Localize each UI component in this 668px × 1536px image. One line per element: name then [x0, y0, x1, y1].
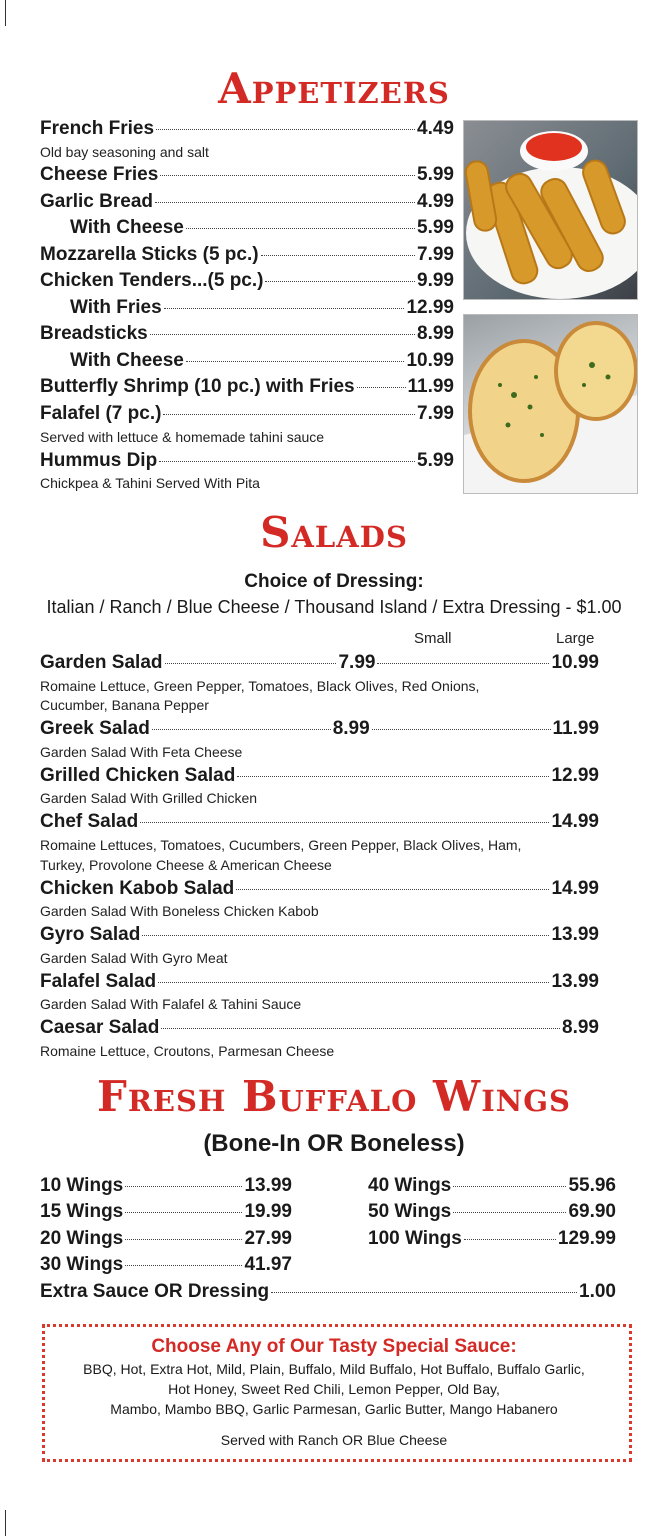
- column-large: Large: [556, 630, 595, 647]
- item-price-large: 11.99: [552, 718, 600, 739]
- menu-item: [40, 323, 454, 347]
- item-name: Gyro Salad: [40, 924, 141, 945]
- leader-dots: [161, 1028, 560, 1029]
- item-price: 19.99: [244, 1201, 292, 1222]
- item-name: Falafel Salad: [40, 971, 157, 992]
- item-description: Turkey, Provolone Cheese & American Cheese: [40, 857, 332, 873]
- item-name: 100 Wings: [368, 1228, 462, 1249]
- menu-item: [40, 1228, 292, 1252]
- item-name: Caesar Salad: [40, 1017, 160, 1038]
- menu-item: [70, 350, 454, 374]
- item-name: 50 Wings: [368, 1201, 452, 1222]
- item-price: 129.99: [557, 1228, 616, 1249]
- menu-item: [40, 1281, 616, 1305]
- item-name: Chef Salad: [40, 811, 139, 832]
- menu-item: [40, 191, 454, 215]
- menu-item: [40, 118, 454, 142]
- leader-dots: [357, 387, 406, 388]
- leader-dots: [372, 729, 551, 730]
- item-name: Greek Salad: [40, 718, 150, 739]
- item-price: 27.99: [244, 1228, 292, 1249]
- item-price: 13.99: [244, 1175, 292, 1196]
- menu-item: [40, 1201, 292, 1225]
- item-description: Garden Salad With Gyro Meat: [40, 950, 228, 966]
- item-name: Falafel (7 pc.): [40, 403, 162, 424]
- leader-dots: [236, 889, 549, 890]
- wings-subtitle: (Bone-In OR Boneless): [203, 1130, 465, 1157]
- item-price: 13.99: [551, 924, 599, 945]
- leader-dots: [125, 1212, 242, 1213]
- item-price: 12.99: [551, 765, 599, 786]
- item-description: Old bay seasoning and salt: [40, 144, 209, 160]
- item-price: 11.99: [407, 376, 454, 397]
- item-name: With Cheese: [70, 217, 184, 238]
- menu-item: [70, 217, 454, 241]
- leader-dots: [159, 461, 415, 462]
- menu-item: [40, 652, 599, 676]
- item-price: 5.99: [417, 164, 454, 185]
- leader-dots: [155, 202, 415, 203]
- leader-dots: [125, 1265, 242, 1266]
- item-name: French Fries: [40, 118, 155, 139]
- item-price: 5.99: [417, 217, 454, 238]
- item-description: Romaine Lettuce, Green Pepper, Tomatoes, Black Olives, Red Onions,: [40, 678, 480, 694]
- crop-mark-bottom: [5, 1510, 6, 1536]
- sauce-heading: Choose Any of Our Tasty Special Sauce:: [151, 1336, 517, 1357]
- leader-dots: [377, 663, 549, 664]
- menu-item: [40, 765, 599, 789]
- item-description: Garden Salad With Grilled Chicken: [40, 790, 258, 806]
- item-description: Served with lettuce & homemade tahini sauce: [40, 429, 325, 445]
- item-description: Garden Salad With Falafel & Tahini Sauce: [40, 996, 302, 1012]
- wings-title: Fresh Buffalo Wings: [97, 1072, 571, 1121]
- menu-item: [40, 403, 454, 427]
- served-with: Served with Ranch OR Blue Cheese: [220, 1432, 448, 1448]
- menu-item: [40, 270, 454, 294]
- menu-item: [40, 1017, 599, 1041]
- item-price: 5.99: [417, 450, 454, 471]
- leader-dots: [261, 255, 415, 256]
- item-price: 69.90: [568, 1201, 616, 1222]
- item-name: Extra Sauce OR Dressing: [40, 1281, 270, 1302]
- item-price: 7.99: [417, 403, 454, 424]
- leader-dots: [150, 334, 415, 335]
- leader-dots: [140, 822, 549, 823]
- item-description: Garden Salad With Feta Cheese: [40, 744, 243, 760]
- item-price: 1.00: [579, 1281, 616, 1302]
- sauce-list-line: Hot Honey, Sweet Red Chili, Lemon Pepper, Old Bay,: [168, 1381, 500, 1397]
- menu-item: [368, 1175, 616, 1199]
- menu-item: [368, 1201, 616, 1225]
- menu-item: [40, 718, 599, 742]
- item-name: 30 Wings: [40, 1254, 124, 1275]
- column-small: Small: [414, 630, 452, 647]
- menu-item: [40, 971, 599, 995]
- item-description: Garden Salad With Boneless Chicken Kabob: [40, 903, 319, 919]
- menu-item: [70, 297, 454, 321]
- item-name: Chicken Tenders...(5 pc.): [40, 270, 264, 291]
- leader-dots: [164, 308, 405, 309]
- leader-dots: [125, 1239, 242, 1240]
- mozzarella-sticks-image: [464, 121, 637, 299]
- item-price: 14.99: [551, 878, 599, 899]
- leader-dots: [163, 414, 415, 415]
- item-price: 41.97: [244, 1254, 292, 1275]
- menu-item: [40, 811, 599, 835]
- menu-item: [40, 164, 454, 188]
- dressing-heading: Choice of Dressing:: [244, 571, 424, 592]
- menu-item: [40, 244, 454, 268]
- leader-dots: [156, 129, 415, 130]
- item-name: Butterfly Shrimp (10 pc.) with Fries: [40, 376, 355, 397]
- menu-item: [368, 1228, 616, 1252]
- leader-dots: [142, 935, 549, 936]
- leader-dots: [271, 1292, 577, 1293]
- mozzarella-sticks-photo: [463, 120, 638, 300]
- item-name: 40 Wings: [368, 1175, 452, 1196]
- garlic-bread-photo: [463, 314, 638, 494]
- item-name: With Cheese: [70, 350, 184, 371]
- item-name: Cheese Fries: [40, 164, 159, 185]
- leader-dots: [186, 361, 405, 362]
- leader-dots: [186, 228, 415, 229]
- leader-dots: [165, 663, 337, 664]
- item-price: 10.99: [406, 350, 454, 371]
- item-price: 55.96: [568, 1175, 616, 1196]
- menu-item: [40, 924, 599, 948]
- item-price: 8.99: [417, 323, 454, 344]
- item-price: 13.99: [551, 971, 599, 992]
- item-price: 7.99: [417, 244, 454, 265]
- item-price-small: 8.99: [332, 718, 370, 739]
- leader-dots: [237, 776, 549, 777]
- menu-item: [40, 878, 599, 902]
- dressing-list: Italian / Ranch / Blue Cheese / Thousand Island / Extra Dressing - $1.00: [46, 597, 622, 617]
- item-price: 14.99: [551, 811, 599, 832]
- leader-dots: [464, 1239, 556, 1240]
- garlic-bread-image: [464, 315, 637, 493]
- item-name: Breadsticks: [40, 323, 148, 344]
- sauce-list-line: Mambo, Mambo BBQ, Garlic Parmesan, Garlic Butter, Mango Habanero: [110, 1401, 558, 1417]
- item-name: Hummus Dip: [40, 450, 158, 471]
- item-name: Grilled Chicken Salad: [40, 765, 236, 786]
- item-name: Garlic Bread: [40, 191, 153, 212]
- item-price-large: 10.99: [551, 652, 599, 673]
- item-description: Cucumber, Banana Pepper: [40, 697, 209, 713]
- item-price: 4.99: [417, 191, 454, 212]
- item-price: 9.99: [417, 270, 454, 291]
- item-description: Romaine Lettuces, Tomatoes, Cucumbers, Green Pepper, Black Olives, Ham,: [40, 837, 522, 853]
- leader-dots: [453, 1186, 566, 1187]
- item-name: Mozzarella Sticks (5 pc.): [40, 244, 259, 265]
- item-name: With Fries: [70, 297, 162, 318]
- leader-dots: [125, 1186, 242, 1187]
- item-price: 4.49: [417, 118, 454, 139]
- item-name: 20 Wings: [40, 1228, 124, 1249]
- item-name: 10 Wings: [40, 1175, 124, 1196]
- item-name: Chicken Kabob Salad: [40, 878, 235, 899]
- leader-dots: [265, 281, 415, 282]
- appetizers-title: Appetizers: [218, 64, 450, 113]
- item-description: Romaine Lettuce, Croutons, Parmesan Cheese: [40, 1043, 335, 1059]
- item-price: 8.99: [562, 1017, 599, 1038]
- menu-item: [40, 376, 454, 400]
- item-price-small: 7.99: [338, 652, 376, 673]
- leader-dots: [158, 982, 549, 983]
- item-price: 12.99: [406, 297, 454, 318]
- item-name: 15 Wings: [40, 1201, 124, 1222]
- sauce-list-line: BBQ, Hot, Extra Hot, Mild, Plain, Buffalo, Mild Buffalo, Hot Buffalo, Buffalo Garlic,: [83, 1361, 585, 1377]
- leader-dots: [160, 175, 415, 176]
- salads-title: Salads: [260, 508, 408, 557]
- menu-item: [40, 1175, 292, 1199]
- menu-item: [40, 450, 454, 474]
- item-description: Chickpea & Tahini Served With Pita: [40, 475, 260, 491]
- leader-dots: [453, 1212, 566, 1213]
- item-name: Garden Salad: [40, 652, 163, 673]
- menu-item: [40, 1254, 292, 1278]
- crop-mark-top: [5, 0, 6, 26]
- leader-dots: [152, 729, 331, 730]
